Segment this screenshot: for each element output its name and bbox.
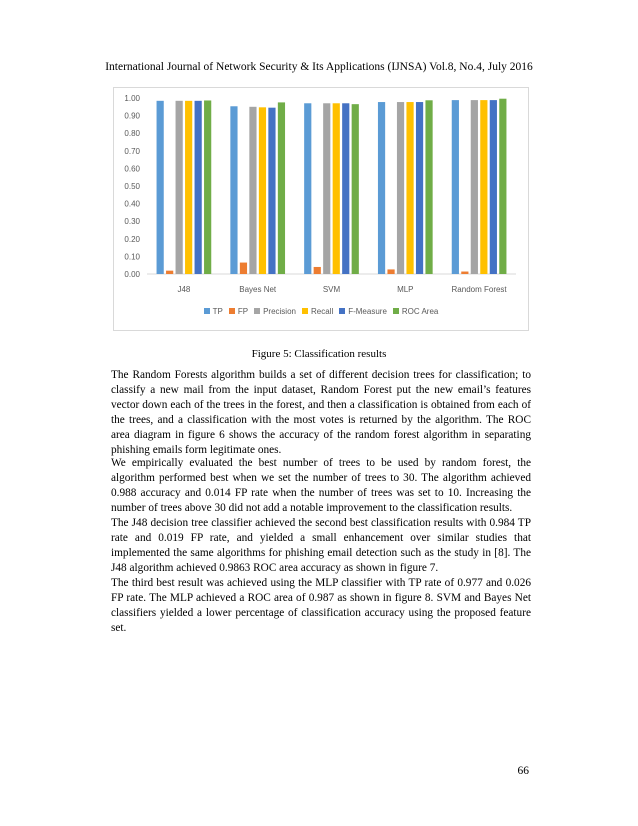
legend-label: Precision	[263, 307, 296, 316]
y-tick-label: 0.10	[124, 252, 140, 262]
legend-swatch	[254, 308, 260, 314]
chart-legend	[114, 307, 528, 316]
paragraph-trees-evaluation: We empirically evaluated the best number of trees to be used by random forest, the algorithm performed best when we set the number of trees to 30. The algorithm achieved 0.988 accuracy and 0.014 FP rate when the number of trees was set to 10. Increasing the number of trees above 30 did not add a notable improvement to the classification results.	[111, 457, 531, 514]
x-category-label: SVM	[322, 285, 341, 294]
bar-precision	[323, 103, 330, 274]
y-tick-label: 0.60	[124, 164, 140, 174]
page-number: 66	[517, 765, 529, 777]
legend-label: Recall	[310, 307, 334, 316]
bar-roc-area	[425, 100, 432, 274]
bar-recall	[259, 107, 266, 274]
x-category-label: J48	[177, 285, 191, 294]
figure-caption: Figure 5: Classification results	[251, 348, 387, 360]
journal-header: International Journal of Network Security & Its Applications (IJNSA) Vol.8, No.4, July 2016	[105, 61, 533, 73]
bar-roc-area	[278, 102, 285, 274]
legend-label: ROC Area	[401, 307, 439, 316]
legend-swatch	[229, 308, 235, 314]
bar-f-measure	[268, 108, 275, 274]
y-tick-label: 0.80	[124, 129, 140, 139]
y-tick-label: 0.30	[124, 217, 140, 227]
legend-label: TP	[212, 307, 223, 316]
legend-item	[229, 307, 248, 316]
bar-tp	[304, 103, 311, 274]
y-tick-label: 0.50	[124, 182, 140, 191]
bar-precision	[397, 102, 404, 274]
y-tick-label: 0.40	[124, 199, 140, 209]
legend-swatch	[393, 308, 399, 314]
paragraph-random-forest: The Random Forests algorithm builds a set of different decision trees for classification; to classify a new mail from the input dataset, Random Forest put the new email’s features vector down each of the trees in the forest, and then a classification is obtained from each of the trees, and a classification with the most votes is returned by the algorithm. The ROC area diagram in figure 6 shows the accuracy of the random forest algorithm in separating phishing emails form legitimate ones.	[111, 369, 531, 456]
legend-item	[302, 307, 333, 316]
y-tick-label: 1.00	[124, 94, 140, 103]
legend-swatch	[339, 308, 345, 314]
bar-precision	[471, 100, 478, 274]
bar-roc-area	[204, 100, 211, 274]
bar-recall	[406, 102, 413, 274]
x-category-label: MLP	[397, 285, 414, 294]
bar-f-measure	[490, 100, 497, 274]
bar-fp	[314, 267, 321, 274]
legend-item	[254, 307, 296, 316]
bar-recall	[480, 100, 487, 274]
bar-tp	[378, 102, 385, 274]
bar-f-measure	[416, 102, 423, 274]
legend-label: F-Measure	[348, 307, 387, 316]
bar-f-measure	[195, 101, 202, 274]
bar-tp	[230, 106, 237, 274]
bar-precision	[176, 101, 183, 274]
bar-fp	[461, 272, 468, 274]
legend-item	[339, 307, 387, 316]
chart-svg	[114, 88, 528, 330]
bar-tp	[157, 101, 164, 274]
bar-precision	[249, 107, 256, 274]
bar-recall	[185, 101, 192, 274]
legend-item	[204, 307, 223, 316]
bar-fp	[240, 263, 247, 274]
bar-tp	[452, 100, 459, 274]
bar-f-measure	[342, 103, 349, 274]
legend-swatch	[302, 308, 308, 314]
y-tick-label: 0.20	[124, 234, 140, 244]
legend-label: FP	[237, 307, 249, 316]
bar-fp	[387, 269, 394, 274]
x-category-label: Random Forest	[451, 285, 507, 294]
classification-results-chart	[113, 87, 529, 331]
paragraph-mlp: The third best result was achieved using the MLP classifier with TP rate of 0.977 and 0.026 FP rate. The MLP achieved a ROC area of 0.987 as shown in figure 8. SVM and Bayes Net classifiers yielded a lower percentage of classification accuracy using the proposed feature set.	[111, 577, 531, 634]
paragraph-j48: The J48 decision tree classifier achieved the second best classification results with 0.984 TP rate and 0.019 FP rate, and yielded a small enhancement over similar studies that implemented the same algorithms for phishing email detection such as the study in [8]. The J48 algorithm achieved 0.9863 ROC area accuracy as shown in figure 7.	[111, 517, 531, 574]
y-tick-label: 0.70	[124, 146, 140, 156]
bar-recall	[333, 103, 340, 274]
y-tick-label: 0.00	[124, 270, 140, 279]
bar-roc-area	[352, 104, 359, 274]
x-category-label: Bayes Net	[239, 285, 277, 294]
legend-item	[393, 307, 438, 316]
legend-swatch	[204, 308, 210, 314]
bar-roc-area	[499, 99, 506, 274]
bar-fp	[166, 271, 173, 274]
y-tick-label: 0.90	[124, 111, 140, 121]
